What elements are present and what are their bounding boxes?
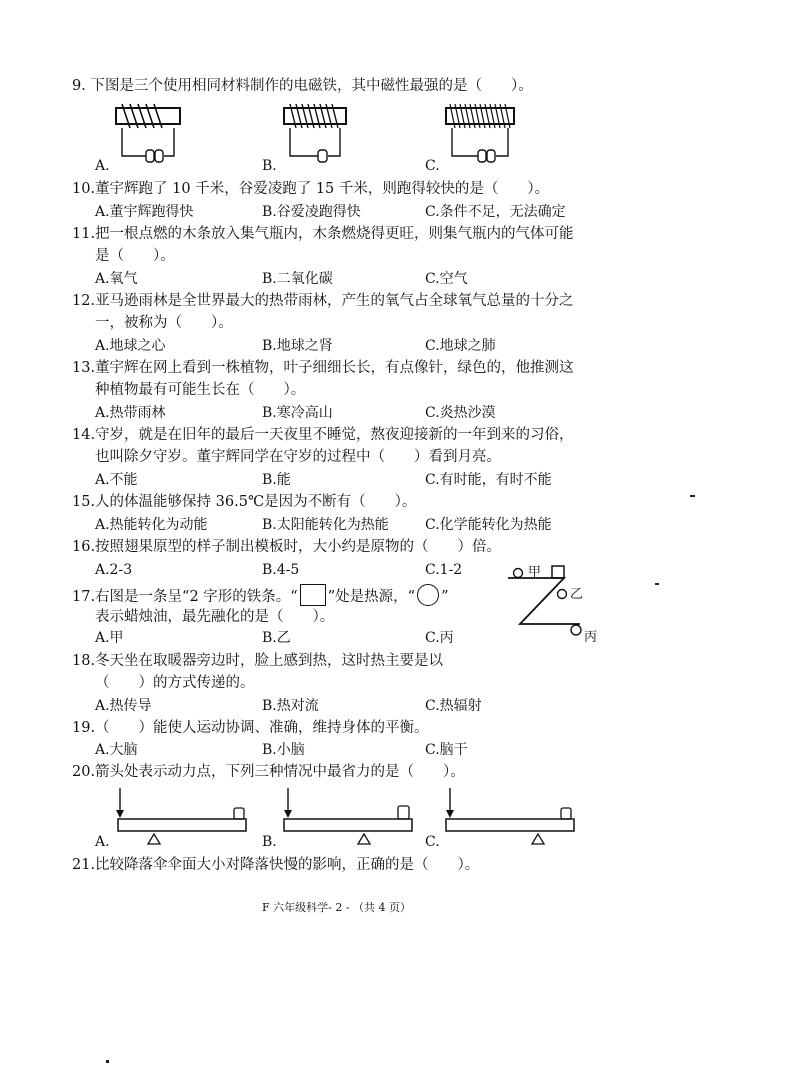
q10-option-b[interactable]: B.谷爱凌跑得快 (262, 204, 361, 220)
q15-option-b[interactable]: B.太阳能转化为热能 (262, 517, 389, 533)
electromagnet-figure-b (276, 100, 356, 170)
q9-option-b[interactable]: B. (262, 158, 277, 174)
question-14-line1: 14.守岁，就是在旧年的最后一天夜里不睡觉，熬夜迎接新的一年到来的习俗， (72, 427, 574, 443)
question-12-line1: 12.亚马逊雨林是全世界最大的热带雨林，产生的氧气占全球氧气总量的十分之 (72, 293, 574, 309)
question-18-line1: 18.冬天坐在取暖器旁边时，脸上感到热，这时热主要是以 (72, 653, 444, 669)
question-13-line1: 13.董宇辉在网上看到一株植物，叶子细细长长，有点像针，绿色的，他推测这 (72, 360, 574, 376)
electromagnet-figure-c (438, 100, 522, 170)
q10-option-a[interactable]: A.董宇辉跑得快 (95, 204, 194, 220)
question-9: 9. 下图是三个使用相同材料制作的电磁铁，其中磁性最强的是（ ）。 (72, 78, 533, 94)
q13-option-b[interactable]: B.寒冷高山 (262, 405, 333, 421)
q14-option-b[interactable]: B.能 (262, 472, 291, 488)
q19-option-b[interactable]: B.小脑 (262, 742, 305, 758)
question-11-line2: 是（ ）。 (95, 248, 175, 264)
question-10: 10.董宇辉跑了 10 千米，谷爱凌跑了 15 千米，则跑得较快的是（ ）。 (72, 181, 550, 197)
question-18-line2: （ ）的方式传递的。 (95, 675, 255, 691)
q17-text-part3: ” (441, 589, 449, 605)
q9-option-c[interactable]: C. (425, 158, 440, 174)
question-11-line1: 11.把一根点燃的木条放入集气瓶内，木条燃烧得更旺，则集气瓶内的气体可能 (72, 226, 574, 242)
q19-option-a[interactable]: A.大脑 (95, 742, 138, 758)
q13-option-a[interactable]: A.热带雨林 (95, 405, 166, 421)
question-13-line2: 种植物最有可能生长在（ ）。 (95, 382, 306, 398)
label-jia: 甲 (528, 565, 542, 580)
q14-option-a[interactable]: A.不能 (95, 472, 138, 488)
iron-bar-figure (508, 562, 608, 650)
electromagnet-figure-a (108, 100, 188, 170)
wax-b-icon (558, 590, 567, 599)
lever-figure-a (112, 786, 252, 846)
q11-option-b[interactable]: B.二氧化碳 (262, 271, 333, 287)
q16-option-b[interactable]: B.4-5 (262, 562, 300, 578)
question-21: 21.比较降落伞伞面大小对降落快慢的影响，正确的是（ ）。 (72, 857, 480, 873)
q17-text-part2: ”处是热源，“ (327, 589, 416, 605)
q14-option-c[interactable]: C.有时能，有时不能 (425, 472, 552, 488)
wax-a-icon (514, 569, 523, 578)
q18-option-a[interactable]: A.热传导 (95, 698, 152, 714)
question-12-line2: 一，被称为（ ）。 (95, 315, 233, 331)
q11-option-c[interactable]: C.空气 (425, 271, 468, 287)
q16-option-a[interactable]: A.2-3 (95, 562, 133, 578)
question-16: 16.按照翅果原型的样子制出模板时，大小约是原物的（ ）倍。 (72, 539, 502, 555)
scan-speck (690, 495, 695, 497)
scan-speck (655, 583, 659, 585)
wax-circle-icon (417, 584, 439, 606)
q20-option-a[interactable]: A. (95, 834, 110, 850)
heat-source-icon (552, 566, 564, 578)
question-15: 15.人的体温能够保持 36.5℃是因为不断有（ ）。 (72, 494, 417, 510)
q12-option-a[interactable]: A.地球之心 (95, 338, 166, 354)
q19-option-c[interactable]: C.脑干 (425, 742, 468, 758)
q16-option-c[interactable]: C.1-2 (425, 562, 463, 578)
q17-option-a[interactable]: A.甲 (95, 630, 124, 646)
lever-figure-b (278, 786, 418, 846)
heat-source-square-icon (300, 584, 326, 606)
q17-option-b[interactable]: B.乙 (262, 630, 291, 646)
scan-speck (106, 1060, 109, 1063)
wax-c-icon (571, 625, 581, 635)
q17-option-c[interactable]: C.丙 (425, 630, 454, 646)
page-footer: F 六年级科学- 2 - （共 4 页） (262, 901, 412, 914)
question-19: 19.（ ）能使人运动协调、准确，维持身体的平衡。 (72, 720, 429, 736)
lever-figure-c (440, 786, 580, 846)
q15-option-c[interactable]: C.化学能转化为热能 (425, 517, 552, 533)
q10-option-c[interactable]: C.条件不足，无法确定 (425, 204, 566, 220)
q9-option-a[interactable]: A. (95, 158, 110, 174)
q20-option-c[interactable]: C. (425, 834, 440, 850)
q17-text-part1: 17.右图是一条呈“2 字形的铁条。“ (72, 589, 298, 605)
q20-option-b[interactable]: B. (262, 834, 277, 850)
question-20: 20.箭头处表示动力点，下列三种情况中最省力的是（ ）。 (72, 764, 465, 780)
q13-option-c[interactable]: C.炎热沙漠 (425, 405, 496, 421)
q12-option-b[interactable]: B.地球之肾 (262, 338, 333, 354)
label-bing: 丙 (584, 630, 598, 645)
question-14-line2: 也叫除夕守岁。董宇辉同学在守岁的过程中（ ）看到月亮。 (95, 449, 501, 465)
q18-option-b[interactable]: B.热对流 (262, 698, 319, 714)
question-17-line1 (72, 584, 448, 607)
q15-option-a[interactable]: A.热能转化为动能 (95, 517, 208, 533)
label-yi: 乙 (570, 587, 584, 602)
q12-option-c[interactable]: C.地球之肺 (425, 338, 496, 354)
q18-option-c[interactable]: C.热辐射 (425, 698, 482, 714)
q11-option-a[interactable]: A.氧气 (95, 271, 138, 287)
question-17-line2: 表示蜡烛油，最先融化的是（ ）。 (95, 609, 335, 625)
